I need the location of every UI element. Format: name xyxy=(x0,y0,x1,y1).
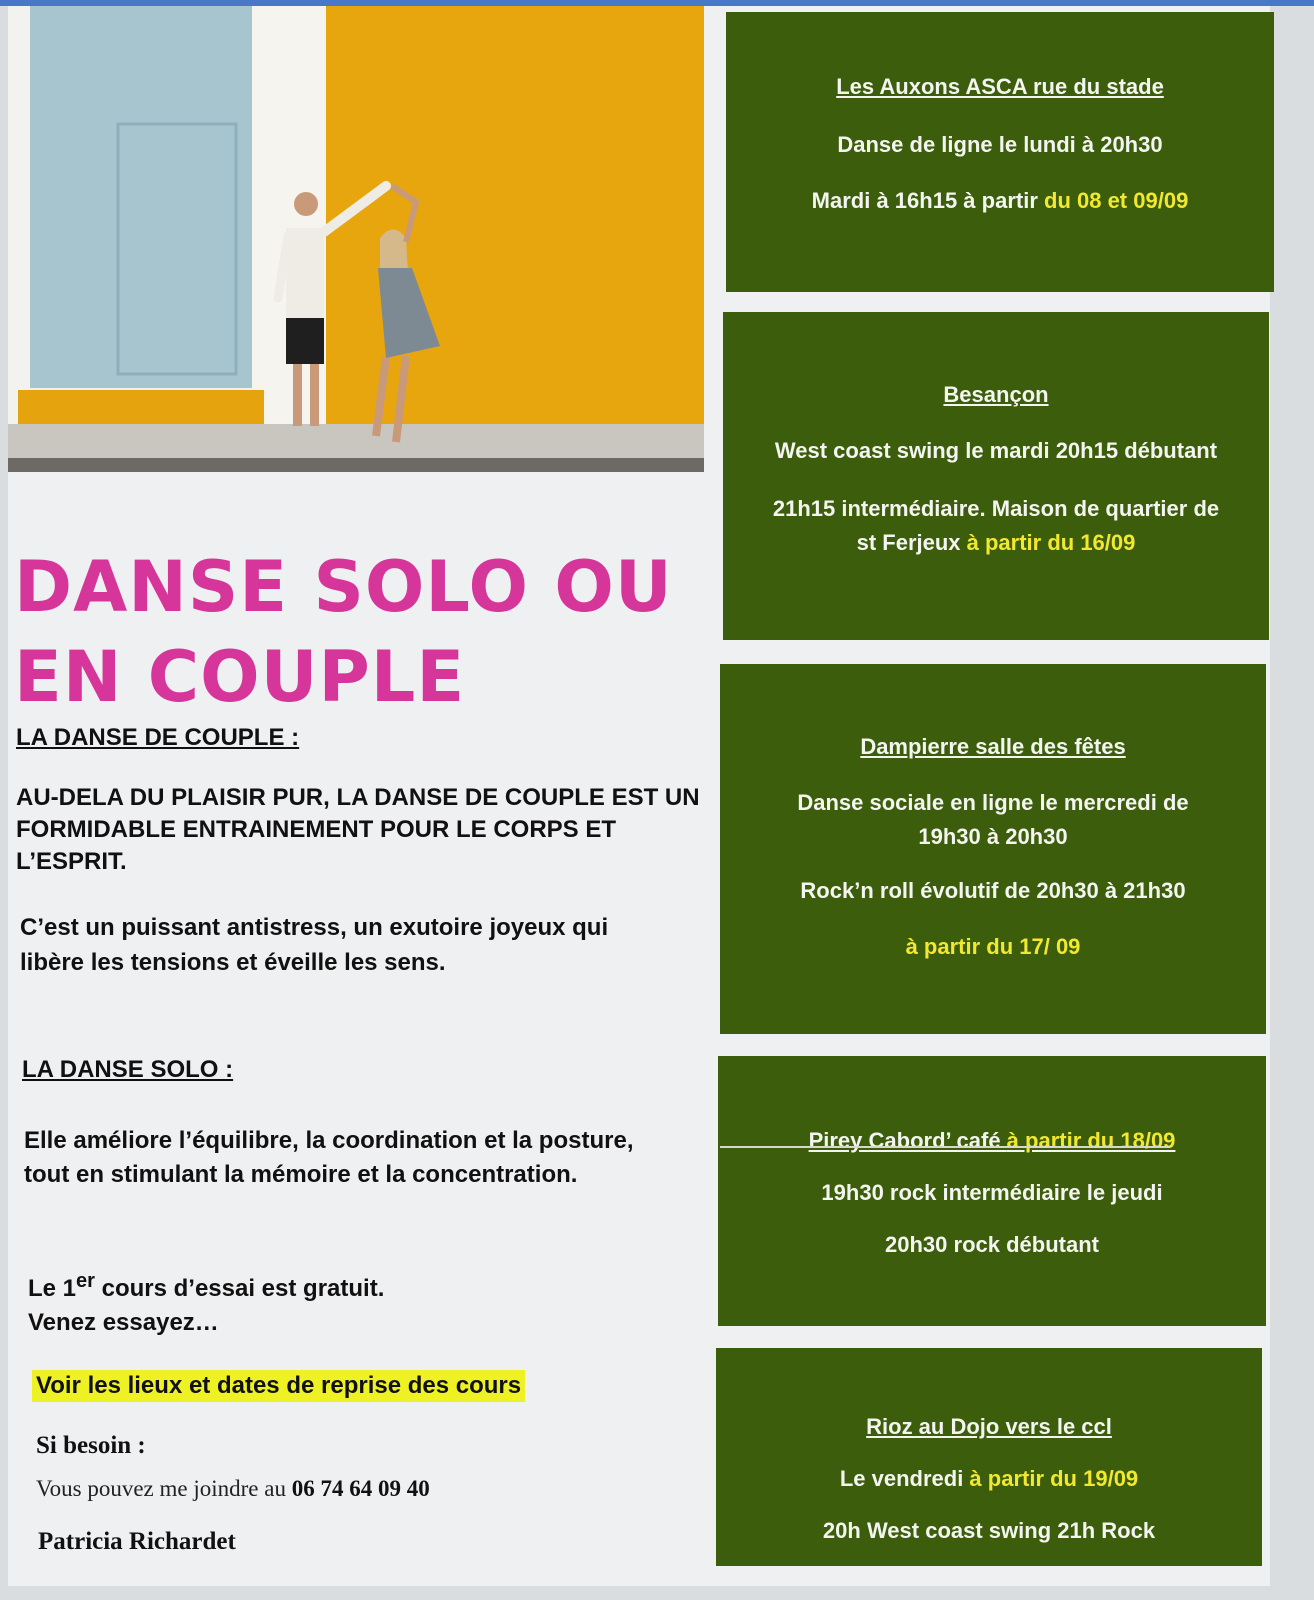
flyer-page xyxy=(8,6,1270,1586)
box-les-auxons xyxy=(726,12,1274,292)
box-pirey xyxy=(718,1056,1266,1326)
essai-suffix: cours d’essai est gratuit. xyxy=(94,1275,385,1302)
box-pirey-title xyxy=(718,1128,1266,1154)
box-dampierre-line2: 19h30 à 20h30 xyxy=(918,824,1068,849)
solo-heading: LA DANSE SOLO : xyxy=(22,1056,234,1083)
box-les-auxons-line1: Danse de ligne le lundi à 20h30 xyxy=(837,132,1163,157)
box-les-auxons-title: Les Auxons ASCA rue du stade xyxy=(836,74,1164,99)
box-pirey-title-a: Pirey Cabord’ café xyxy=(808,1128,1007,1153)
box-dampierre-line4: à partir du 17/ 09 xyxy=(905,934,1081,959)
box-rioz-line1-a: Le vendredi xyxy=(839,1466,970,1491)
box-rioz-line2: 20h West coast swing 21h Rock xyxy=(822,1518,1156,1543)
solo-paragraph: Elle améliore l’équilibre, la coordination et la posture, tout en stimulant la mémoire et la concentration. xyxy=(24,1127,634,1188)
box-dampierre xyxy=(720,664,1266,1034)
main-title: DANSE SOLO OU EN COUPLE xyxy=(14,546,673,718)
si-besoin-label: Si besoin : xyxy=(36,1432,146,1459)
box-pirey-title-b: à partir du 18/09 xyxy=(1006,1128,1176,1153)
box-besancon-title: Besançon xyxy=(943,382,1049,407)
box-besancon-line2: 21h15 intermédiaire. Maison de quartier de xyxy=(772,496,1220,521)
box-rioz-title: Rioz au Dojo vers le ccl xyxy=(866,1414,1112,1439)
dancing-couple-photo xyxy=(8,6,704,472)
box-besancon-line3-a: st Ferjeux xyxy=(856,530,967,555)
box-besancon-line1: West coast swing le mardi 20h15 débutant xyxy=(774,438,1218,463)
free-trial-text xyxy=(28,1264,384,1340)
box-les-auxons-line2 xyxy=(726,188,1274,214)
contact-text: Vous pouvez me joindre au xyxy=(36,1476,292,1501)
phone-number: 06 74 64 09 40 xyxy=(291,1476,430,1501)
essai-sup: er xyxy=(76,1270,95,1292)
box-pirey-line1: 19h30 rock intermédiaire le jeudi xyxy=(821,1180,1163,1205)
left-column xyxy=(8,6,708,1586)
contact-line xyxy=(36,1476,430,1502)
box-besancon xyxy=(723,312,1269,640)
venez-text: Venez essayez… xyxy=(28,1309,219,1336)
box-dampierre-line1: Danse sociale en ligne le mercredi de xyxy=(797,790,1189,815)
box-rioz-line1 xyxy=(716,1466,1262,1492)
antistress-paragraph: C’est un puissant antistress, un exutoire joyeux qui libère les tensions et éveille les sens. xyxy=(20,914,609,976)
box-rioz xyxy=(716,1348,1262,1566)
couple-paragraph: AU-DELA DU PLAISIR PUR, LA DANSE DE COUPLE EST UN FORMIDABLE ENTRAINEMENT POUR LE CORPS ET L’ESPRIT. xyxy=(16,784,700,875)
box-besancon-line3-b: à partir du 16/09 xyxy=(966,530,1136,555)
box-pirey-divider xyxy=(720,1146,1170,1148)
box-besancon-line3 xyxy=(723,530,1269,556)
box-rioz-line1-b: à partir du 19/09 xyxy=(969,1466,1139,1491)
see-locations-highlight: Voir les lieux et dates de reprise des cours xyxy=(32,1370,525,1402)
box-dampierre-line3: Rock’n roll évolutif de 20h30 à 21h30 xyxy=(800,878,1186,903)
essai-prefix: Le 1 xyxy=(28,1275,77,1302)
box-les-auxons-line2-a: Mardi à 16h15 à partir xyxy=(811,188,1044,213)
box-les-auxons-line2-b: du 08 et 09/09 xyxy=(1044,188,1189,213)
signature: Patricia Richardet xyxy=(38,1528,236,1555)
couple-heading: LA DANSE DE COUPLE : xyxy=(16,724,300,751)
box-dampierre-title: Dampierre salle des fêtes xyxy=(860,734,1126,759)
box-pirey-line2: 20h30 rock débutant xyxy=(885,1232,1099,1257)
